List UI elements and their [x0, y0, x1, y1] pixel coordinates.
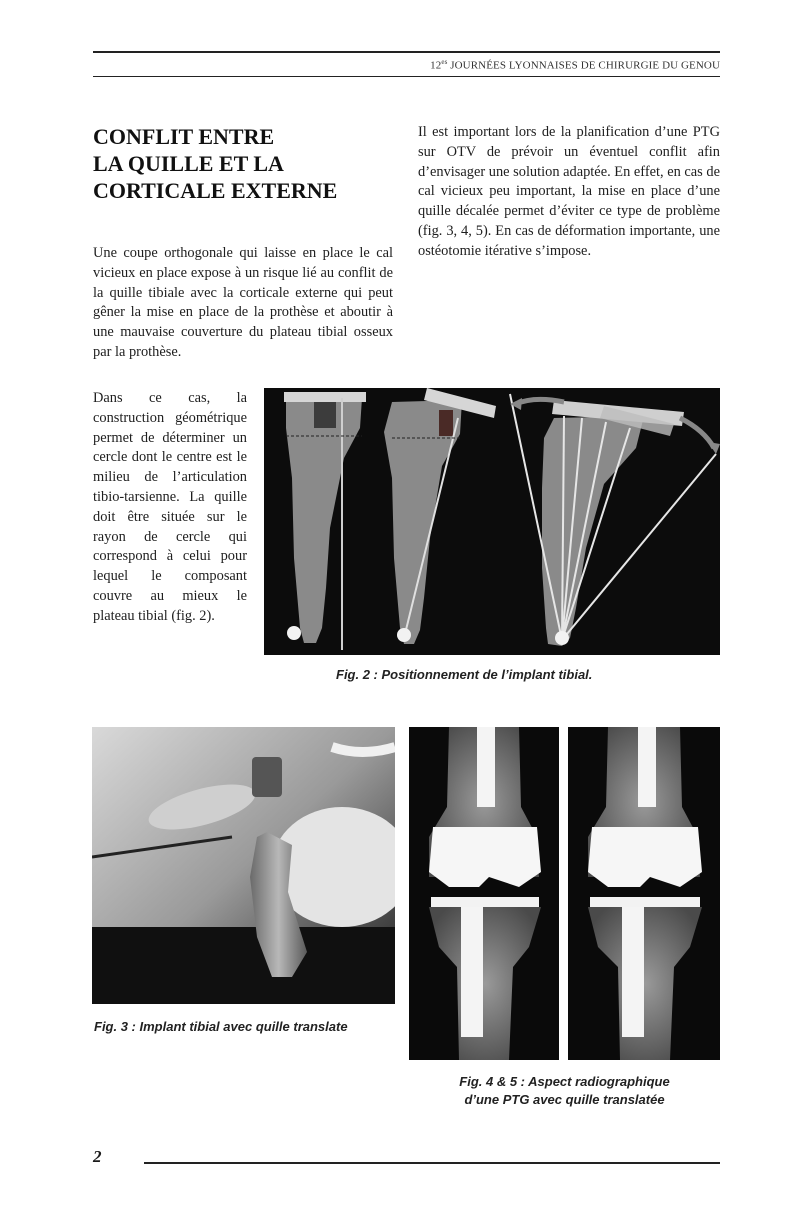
running-head: $12^{es}$ JOURNÉES LYONNAISES DE CHIRURGIE DU GENOU — [430, 58, 720, 72]
side-paragraph: Dans ce cas, la construction géométrique permet de déterminer un cercle dont le centre est le milieu de l’articulation tibio-tarsienne. La quille doit être située sur le rayon de cercle qui correspond à celui pour lequel le composant couvre au mieux le plateau tibial (fig. 2). — [93, 390, 247, 624]
figure-4-5-caption-line-2: d’une PTG avec quille translatée — [464, 1092, 665, 1107]
header-top-rule — [93, 51, 720, 53]
footer-rule — [144, 1162, 720, 1164]
figure-5-radiograph — [568, 727, 720, 1060]
figure-4-5-caption-line-1: Fig. 4 & 5 : Aspect radiographique — [459, 1074, 670, 1089]
page-number: 2 — [93, 1147, 102, 1166]
section-title — [93, 123, 393, 204]
figure-2-caption: Fig. 2 : Positionnement de l’implant tibial. — [336, 667, 593, 682]
title-line-2: LA QUILLE ET LA — [93, 151, 284, 176]
figure-3-implant-photo — [92, 727, 395, 1004]
right-column-paragraph: Il est important lors de la planification d’une PTG sur OTV de prévoir un éventuel conflit afin d’envisager une solution adaptée. En effet, en cas de cal vicieux peu important, la mise en place d’une quille décalée permet d’éviter ce type de problème (fig. 3, 4, 5). En cas de déformation importante, une ostéotomie itérative s’impose. — [418, 124, 720, 259]
title-line-1: CONFLIT ENTRE — [93, 124, 275, 149]
header-bottom-rule — [93, 76, 720, 77]
figure-2-implant-positioning — [264, 388, 720, 655]
figure-3-caption: Fig. 3 : Implant tibial avec quille translate — [94, 1019, 348, 1034]
title-line-3: CORTICALE EXTERNE — [93, 178, 338, 203]
intro-paragraph: Une coupe orthogonale qui laisse en place le cal vicieux en place expose à un risque lié au conflit de la quille tibiale avec la corticale externe qui peut gêner la mise en place de la prothèse et aboutir à une mauvaise couverture du plateau tibial osseux par la prothèse. — [93, 245, 393, 360]
figure-4-5-caption — [409, 1073, 720, 1109]
figure-4-radiograph — [409, 727, 559, 1060]
